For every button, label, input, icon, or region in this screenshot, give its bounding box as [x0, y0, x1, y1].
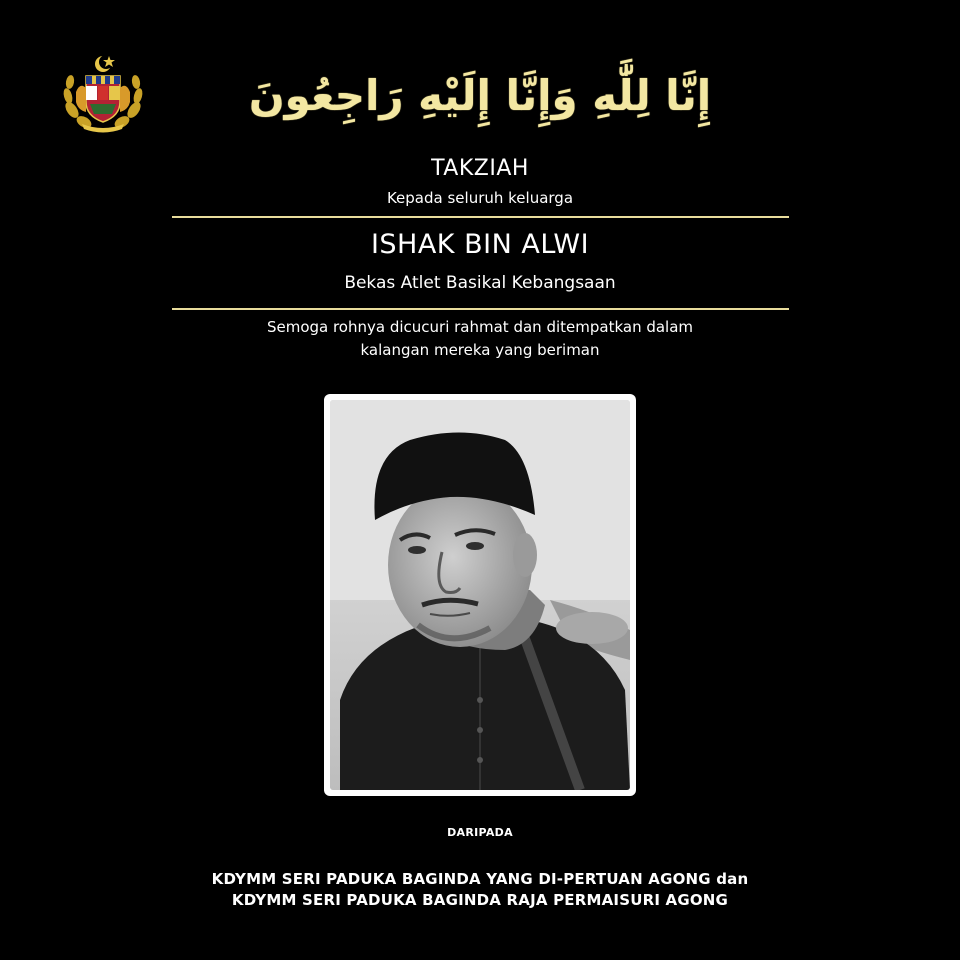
prayer-line-1: Semoga rohnya dicucuri rahmat dan ditempatkan dalam [266, 318, 694, 336]
title-takziah: TAKZIAH [431, 156, 529, 181]
sender-line-1: KDYMM SERI PADUKA BAGINDA YANG DI-PERTUAN AGONG dan [211, 870, 749, 888]
deceased-name: ISHAK BIN ALWI [370, 229, 590, 260]
malaysia-coat-of-arms-icon [62, 52, 144, 134]
from-label: DARIPADA [447, 826, 513, 839]
subtitle-family: Kepada seluruh keluarga [386, 189, 574, 207]
divider-top [172, 216, 789, 218]
portrait-photo [330, 400, 630, 790]
sender-line-2: KDYMM SERI PADUKA BAGINDA RAJA PERMAISURI AGONG [231, 891, 729, 909]
prayer-line-2: kalangan mereka yang beriman [360, 341, 600, 359]
deceased-description: Bekas Atlet Basikal Kebangsaan [344, 273, 616, 293]
divider-bottom [172, 308, 789, 310]
portrait-frame [324, 394, 636, 796]
calligraphy-text: إِنَّا لِلَّٰهِ وَإِنَّا إِلَيْهِ رَاجِعُونَ [248, 70, 712, 120]
calligraphy-inna-lillahi [248, 40, 712, 150]
